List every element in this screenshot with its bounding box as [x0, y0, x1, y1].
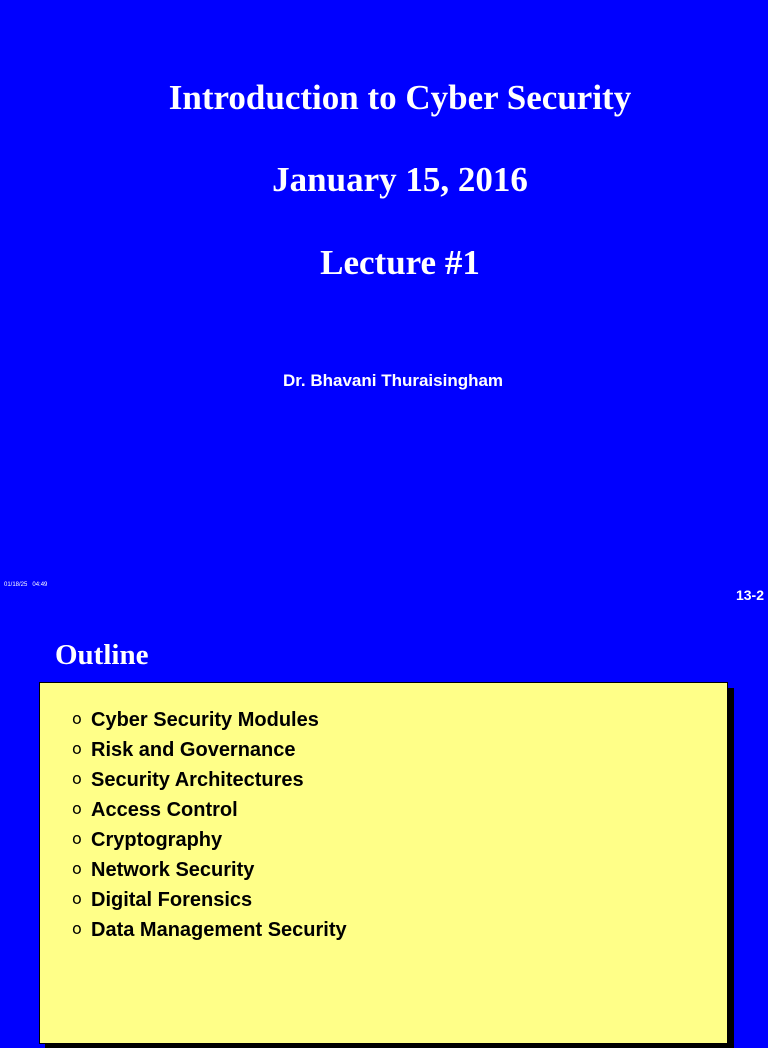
o-bullet-icon: o — [72, 859, 82, 878]
list-item-label: Risk and Governance — [91, 739, 296, 761]
list-item-label: Network Security — [91, 859, 255, 881]
o-bullet-icon: o — [72, 739, 82, 758]
lecture-date: January 15, 2016 — [272, 160, 528, 199]
list-item — [72, 737, 347, 767]
list-item — [72, 827, 347, 857]
o-bullet-icon: o — [72, 919, 82, 938]
outline-heading: Outline — [55, 639, 149, 671]
o-bullet-icon: o — [72, 889, 82, 908]
slide-title: Introduction to Cyber Security — [168, 78, 632, 117]
list-item — [72, 857, 347, 887]
o-bullet-icon: o — [72, 709, 82, 728]
list-item-label: Security Architectures — [91, 769, 304, 791]
o-bullet-icon: o — [72, 829, 82, 848]
author-name: Dr. Bhavani Thuraisingham — [282, 371, 504, 390]
list-item — [72, 767, 347, 797]
list-item — [72, 797, 347, 827]
list-item-label: Data Management Security — [91, 919, 347, 941]
slide-number: 13-2 — [735, 587, 764, 603]
outline-box — [39, 682, 728, 1044]
list-item-label: Digital Forensics — [91, 889, 253, 911]
o-bullet-icon: o — [72, 799, 82, 818]
list-item-label: Cyber Security Modules — [91, 709, 319, 731]
list-item — [72, 887, 347, 917]
o-bullet-icon: o — [72, 769, 82, 788]
list-item — [72, 707, 347, 737]
list-item-label: Cryptography — [91, 829, 223, 851]
list-item — [72, 917, 347, 947]
list-item-label: Access Control — [91, 799, 238, 821]
outline-list — [72, 707, 347, 947]
outline-slide — [0, 612, 768, 1024]
lecture-number: Lecture #1 — [320, 243, 480, 282]
footer-date: 01/18/25 04:49 — [4, 582, 48, 588]
